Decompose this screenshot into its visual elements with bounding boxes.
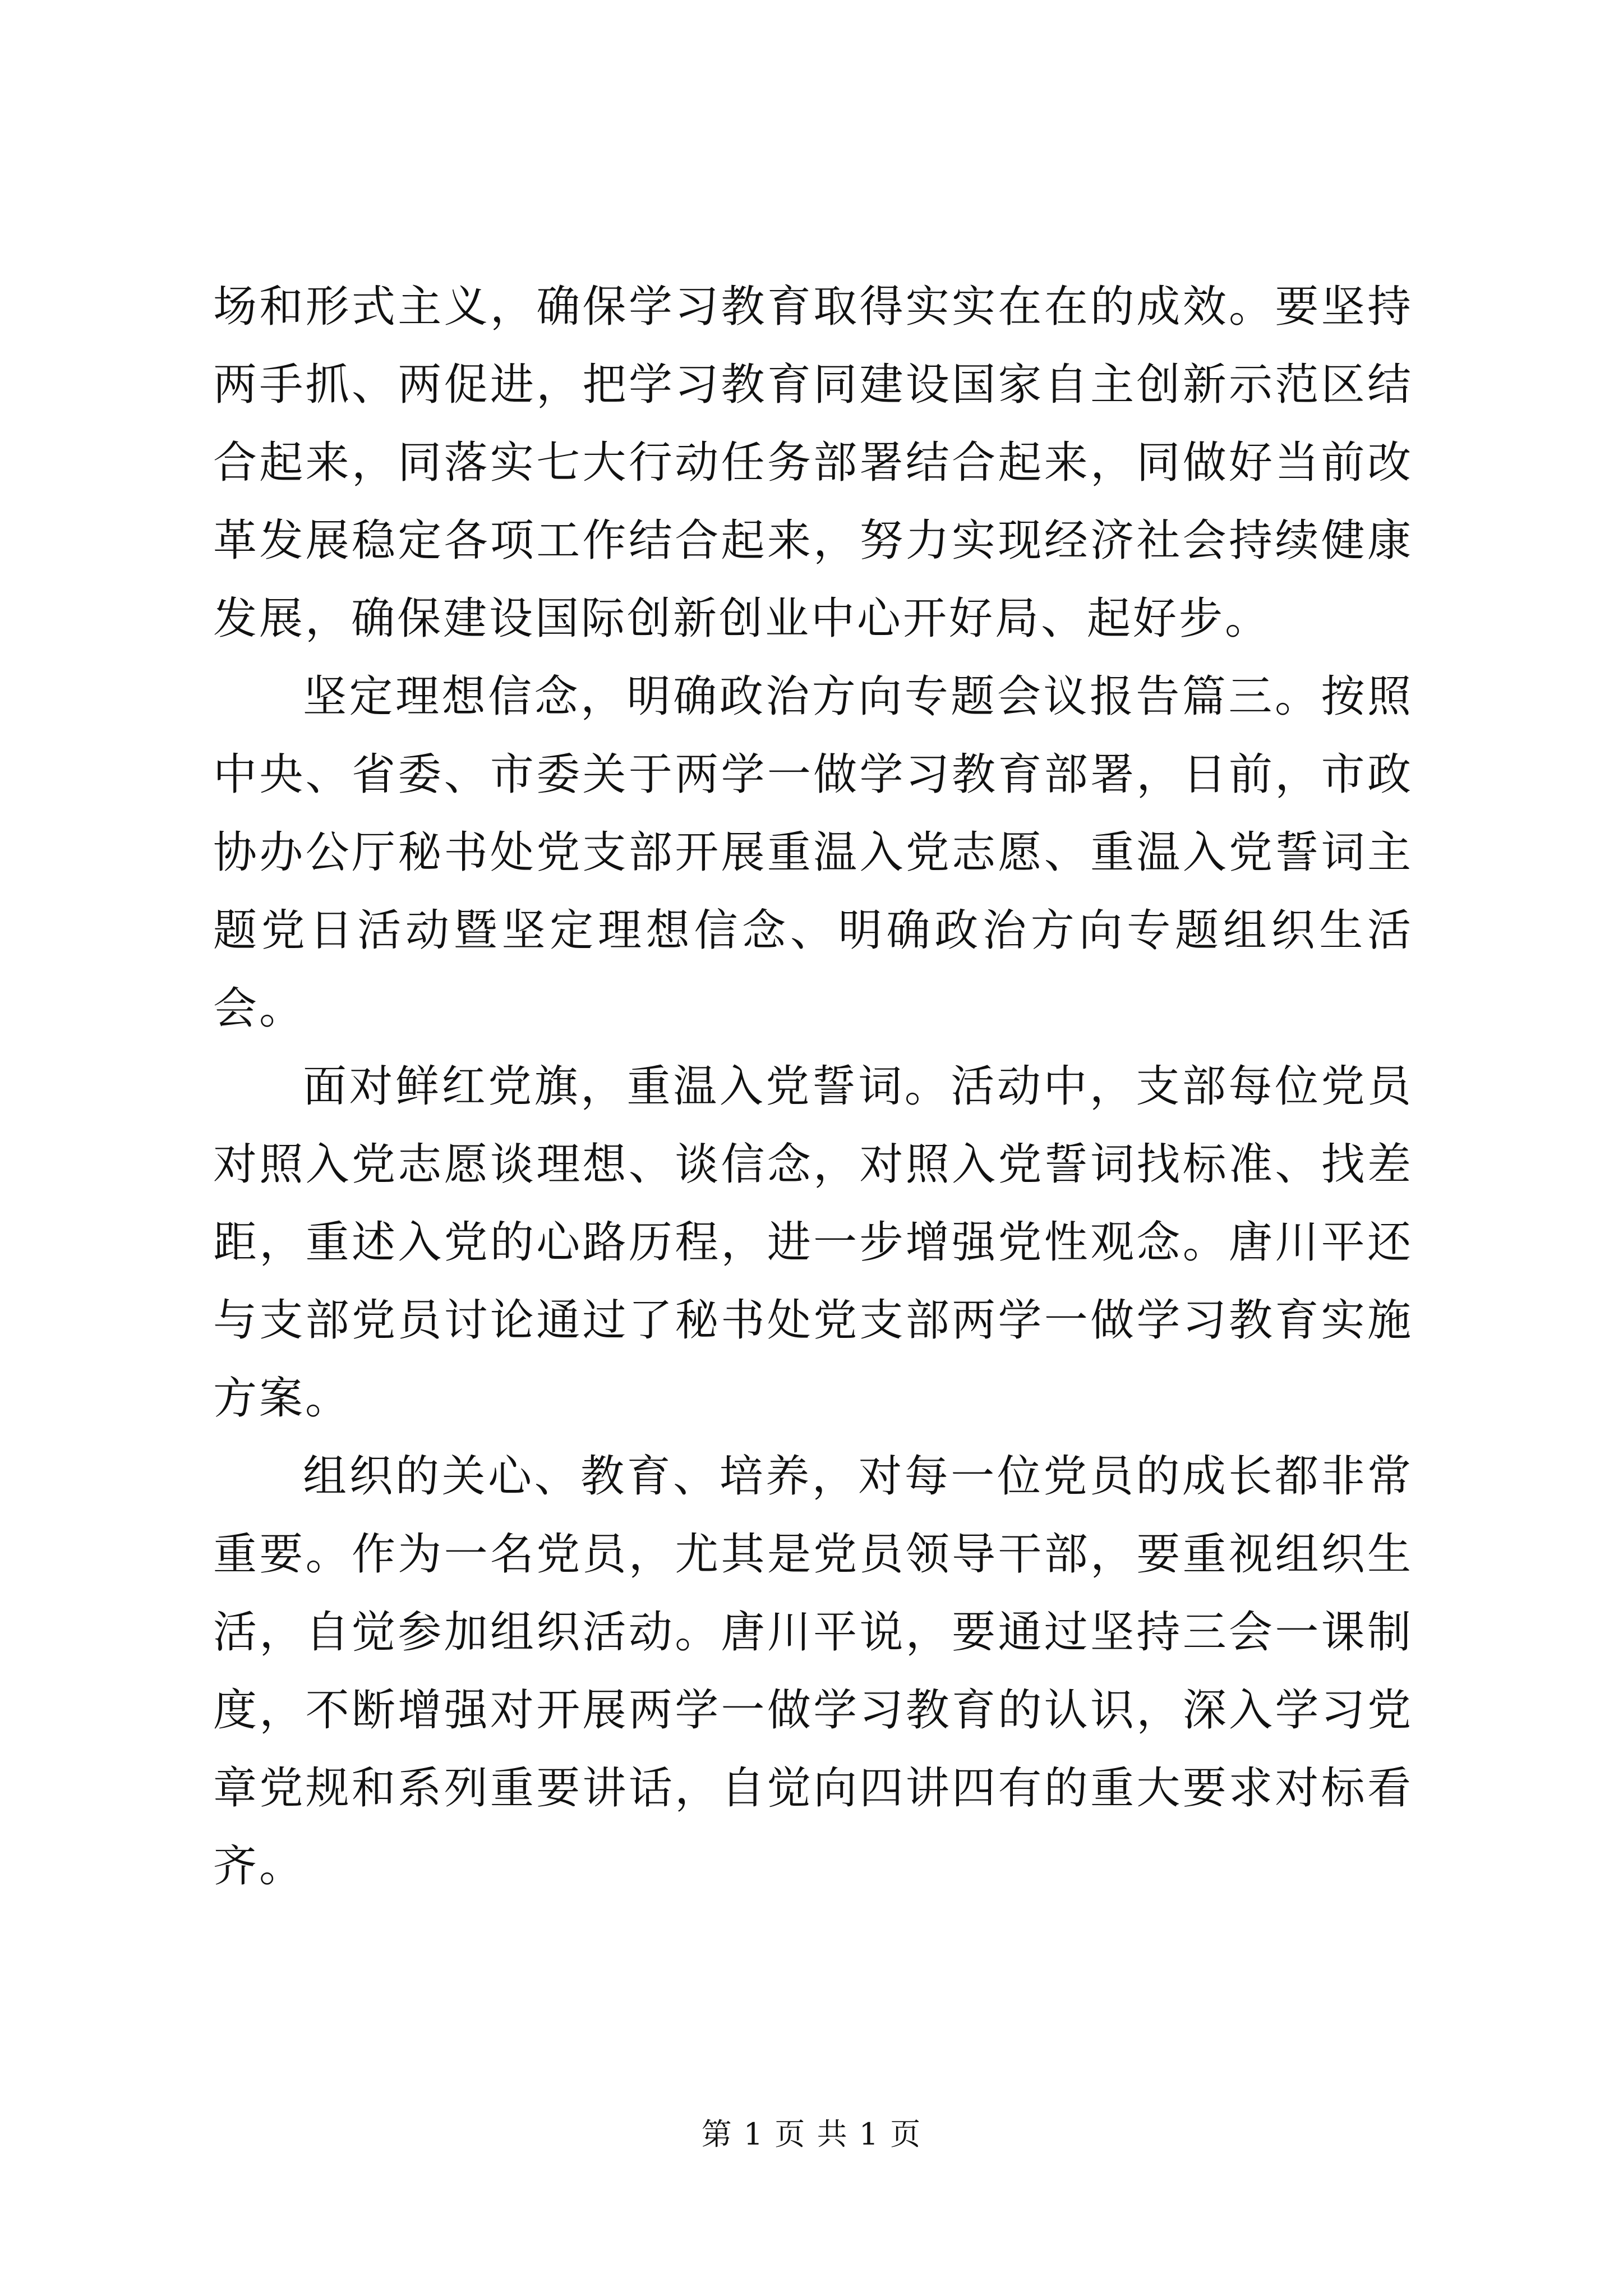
- paragraph-section-three-intro: 坚定理想信念，明确政治方向专题会议报告篇三。按照中央、省委、市委关于两学一做学习教育部署，日前，市政协办公厅秘书处党支部开展重温入党志愿、重温入党誓词主题党日活动暨坚定理想信念、明确政治方向专题组织生活会。: [213, 671, 1413, 1034]
- paragraph-continued: 场和形式主义，确保学习教育取得实实在在的成效。要坚持两手抓、两促进，把学习教育同建设国家自主创新示范区结合起来，同落实七大行动任务部署结合起来，同做好当前改革发展稳定各项工作结合起来，努力实现经济社会持续健康发展，确保建设国际创新创业中心开好局、起好步。: [213, 282, 1413, 644]
- page-footer: 第 1 页 共 1 页: [701, 2116, 922, 2152]
- paragraph-oath-review: 面对鲜红党旗，重温入党誓词。活动中，支部每位党员对照入党志愿谈理想、谈信念，对照入党誓词找标准、找差距，重述入党的心路历程，进一步增强党性观念。唐川平还与支部党员讨论通过了秘书处党支部两学一做学习教育实施方案。: [213, 1061, 1413, 1424]
- paragraph-organization-life: 组织的关心、教育、培养，对每一位党员的成长都非常重要。作为一名党员，尤其是党员领导干部，要重视组织生活，自觉参加组织活动。唐川平说，要通过坚持三会一课制度，不断增强对开展两学一做学习教育的认识，深入学习党章党规和系列重要讲话，自觉向四讲四有的重大要求对标看齐。: [213, 1451, 1413, 1892]
- document-body: [213, 268, 1413, 1906]
